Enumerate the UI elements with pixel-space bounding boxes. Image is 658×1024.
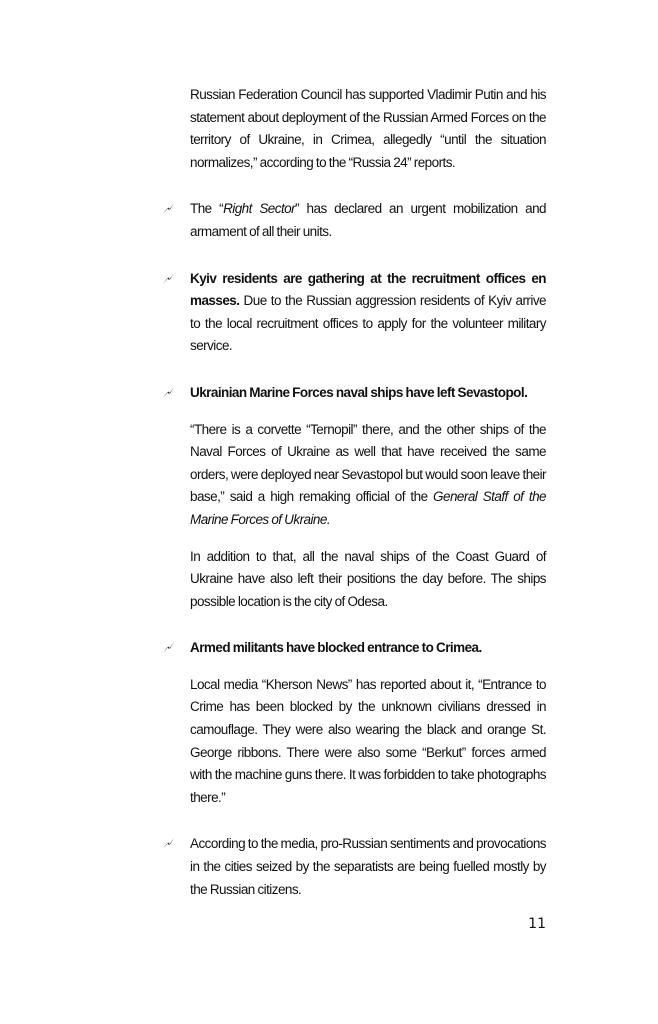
bullet-item-right-sector <box>190 198 546 243</box>
bullet-item-pro-russian <box>190 833 546 901</box>
bullet-item-kyiv-residents <box>190 268 546 358</box>
intro-paragraph: Russian Federation Council has supported Vladimir Putin and his statement about deployment of the Russian Armed Forces on the territory of Ukraine, in Crimea, allegedly “until the situation normalizes,” according to the “Russia 24” reports. <box>190 87 546 170</box>
bullet-paragraph: According to the media, pro-Russian sentiments and provocations in the cities seized by the separatists are being fuelled mostly by the Russian citizens. <box>190 836 546 897</box>
lightning-bolt-icon <box>162 202 175 215</box>
text-column <box>190 84 546 901</box>
followup-paragraph: In addition to that, all the naval ships of the Coast Guard of Ukraine have also left their positions the day before. The ships possible location is the city of Odesa. <box>190 548 546 609</box>
lightning-bolt-icon <box>162 386 175 399</box>
bullet-headline: Armed militants have blocked entrance to Crimea. <box>190 640 482 656</box>
page-number: 11 <box>528 916 546 932</box>
bullet-paragraph: Kyiv residents are gathering at the recruitment offices en masses. Due to the Russian aggression residents of Kyiv arrive to the local recruitment offices to apply for the volunteer military service. <box>190 270 546 354</box>
bullet-headline: Ukrainian Marine Forces naval ships have left Sevastopol. <box>190 384 528 400</box>
italic-term: General Staff of the Marine Forces of Ukraine. <box>190 489 546 527</box>
bullet-item-crimea-blocked <box>190 637 546 809</box>
bullet-headline: Kyiv residents are gathering at the recruitment offices en masses. <box>190 270 546 309</box>
report-paragraph: Local media “Kherson News” has reported about it, “Entrance to Crime has been blocked by the unknown civilians dressed in camouflage. They were also wearing the black and orange St. George ribbons. There were also some “Berkut” forces armed with the machine guns there. It was forbidden to take photographs there.” <box>190 676 546 805</box>
bullet-paragraph: The “Right Sector” has declared an urgent mobilization and armament of all their units. <box>190 201 547 239</box>
lightning-bolt-icon <box>162 272 175 285</box>
quote-paragraph: “There is a corvette “Ternopil” there, and the other ships of the Naval Forces of Ukraine as well that have received the same orders, were deployed near Sevastopol but would soon leave their base,” said a high remaking official of the General Staff of the Marine Forces of Ukraine. <box>190 421 546 527</box>
italic-term: Right Sector <box>223 201 296 217</box>
lightning-bolt-icon <box>162 837 175 850</box>
bullet-item-marine-forces <box>190 382 546 613</box>
lightning-bolt-icon <box>162 641 175 654</box>
